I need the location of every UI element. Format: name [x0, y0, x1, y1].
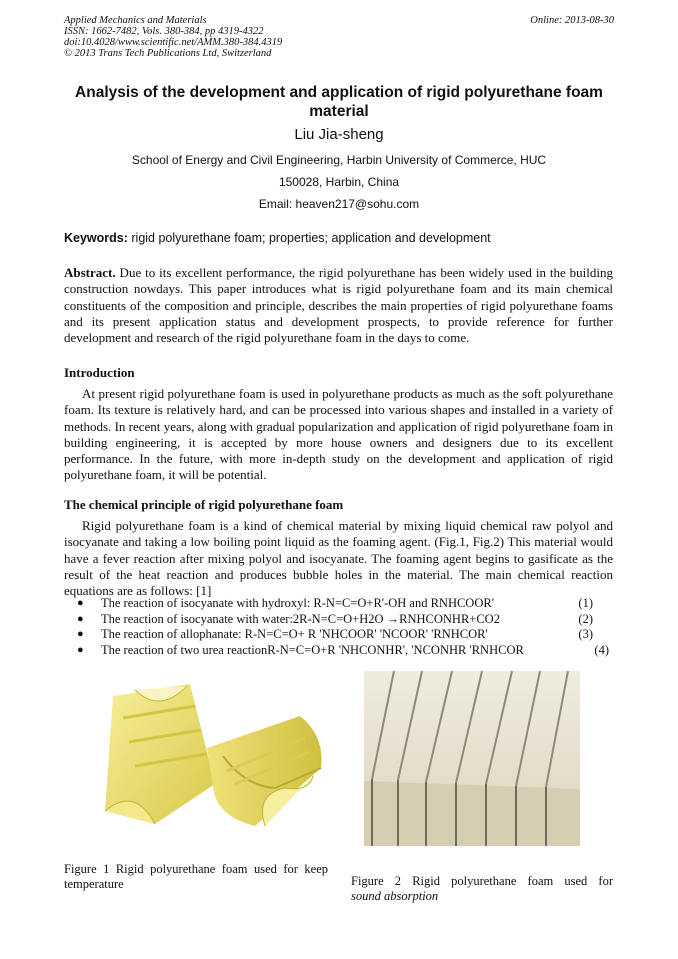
- paper-title: Analysis of the development and application of rigid polyurethane foam material: [75, 84, 603, 120]
- issn-line: ISSN: 1662-7482, Vols. 380-384, pp 4319-4322: [64, 26, 264, 37]
- figure-1-image: [95, 676, 330, 836]
- bullet-icon: ●: [77, 597, 84, 609]
- online-date: Online: 2013-08-30: [530, 15, 614, 26]
- equation-number: (3): [578, 627, 593, 642]
- list-item: [64, 596, 613, 612]
- copyright-line: © 2013 Trans Tech Publications Ltd, Switzerland: [64, 48, 272, 59]
- abstract: [64, 265, 613, 346]
- list-item: [64, 643, 613, 659]
- list-item: [64, 612, 613, 628]
- keywords: [64, 231, 624, 245]
- address: 150028, Harbin, China: [278, 175, 400, 189]
- figure-2-caption-main: Figure 2 Rigid polyurethane foam used for: [351, 874, 613, 888]
- equation-list: [64, 596, 613, 658]
- figure-2-caption: [351, 874, 613, 904]
- journal-name: Applied Mechanics and Materials: [64, 15, 207, 26]
- equation-text: The reaction of two urea reactionR-N=C=O+R 'NHCONHR', 'NCONHR 'RNHCOR: [101, 642, 524, 657]
- equation-number: (2): [578, 611, 593, 626]
- doi-link[interactable]: doi:10.4028/www.scientific.net/AMM.380-384.4319: [64, 37, 283, 48]
- bullet-icon: ●: [77, 643, 84, 656]
- equation-number: (1): [578, 596, 593, 610]
- bullet-icon: ●: [77, 628, 84, 641]
- equation-number: (4): [594, 642, 609, 657]
- equation-text: The reaction of isocyanate with water:2R-N=C=O+H2O →RNHCONHR+CO2: [101, 611, 500, 626]
- email[interactable]: Email: heaven217@sohu.com: [258, 197, 420, 211]
- journal-header: [64, 15, 282, 59]
- list-item: [64, 627, 613, 643]
- affiliation: School of Energy and Civil Engineering, Harbin University of Commerce, HUC: [131, 153, 547, 167]
- equation-text: The reaction of isocyanate with hydroxyl: R-N=C=O+R'-OH and RNHCOOR': [101, 596, 494, 610]
- keywords-text: rigid polyurethane foam; properties; application and development: [127, 231, 491, 245]
- abstract-label: Abstract.: [64, 265, 116, 280]
- figure-2-image: [364, 671, 580, 846]
- keywords-label: Keywords:: [64, 231, 128, 245]
- equation-text: The reaction of allophanate: R-N=C=O+ R 'NHCOOR' 'NCOOR' 'RNHCOR': [101, 627, 488, 642]
- section-heading-introduction: Introduction: [64, 365, 135, 380]
- introduction-text: At present rigid polyurethane foam is used in polyurethane products as much as the soft polyurethane foam. Its texture is relatively hard, and can be processed into various shapes and installed in a variety of methods. In recent years, along with gradual popularization and application of rigid polyurethane foam in building engineering, it is accepted by more house owners and designers due to its excellent performance. In the future, with more in-depth study on the development and application of rigid polyurethane foam, it will be potential.: [64, 386, 613, 483]
- author-name: Liu Jia-sheng: [294, 126, 384, 143]
- bullet-icon: ●: [77, 612, 84, 625]
- chemical-text: Rigid polyurethane foam is a kind of chemical material by mixing liquid chemical raw polyol and isocyanate and taking a low boiling point liquid as the foaming agent. (Fig.1, Fig.2) This material would have a fever reaction after mixing polyol and isocyanate. The foaming agent begins to gasificate as the result of the heat reaction and produces bubble holes in the material. The main chemical reaction equations are as follows: [1]: [64, 518, 613, 599]
- section-heading-chemical: The chemical principle of rigid polyurethane foam: [64, 497, 344, 512]
- figure-1-caption: Figure 1 Rigid polyurethane foam used for keep temperature: [64, 862, 328, 891]
- figure-2-caption-italic: sound absorption: [351, 889, 439, 903]
- abstract-text: Due to its excellent performance, the rigid polyurethane has been widely used in the building construction nowdays. This paper introduces what is rigid polyurethane foam and its main chemical constituents of the composition and principle, describes the main properties of rigid polyurethane foams and its present application status and development prospects, to provide reference for further development and research of the rigid polyurethane foam in the days to come.: [64, 265, 613, 346]
